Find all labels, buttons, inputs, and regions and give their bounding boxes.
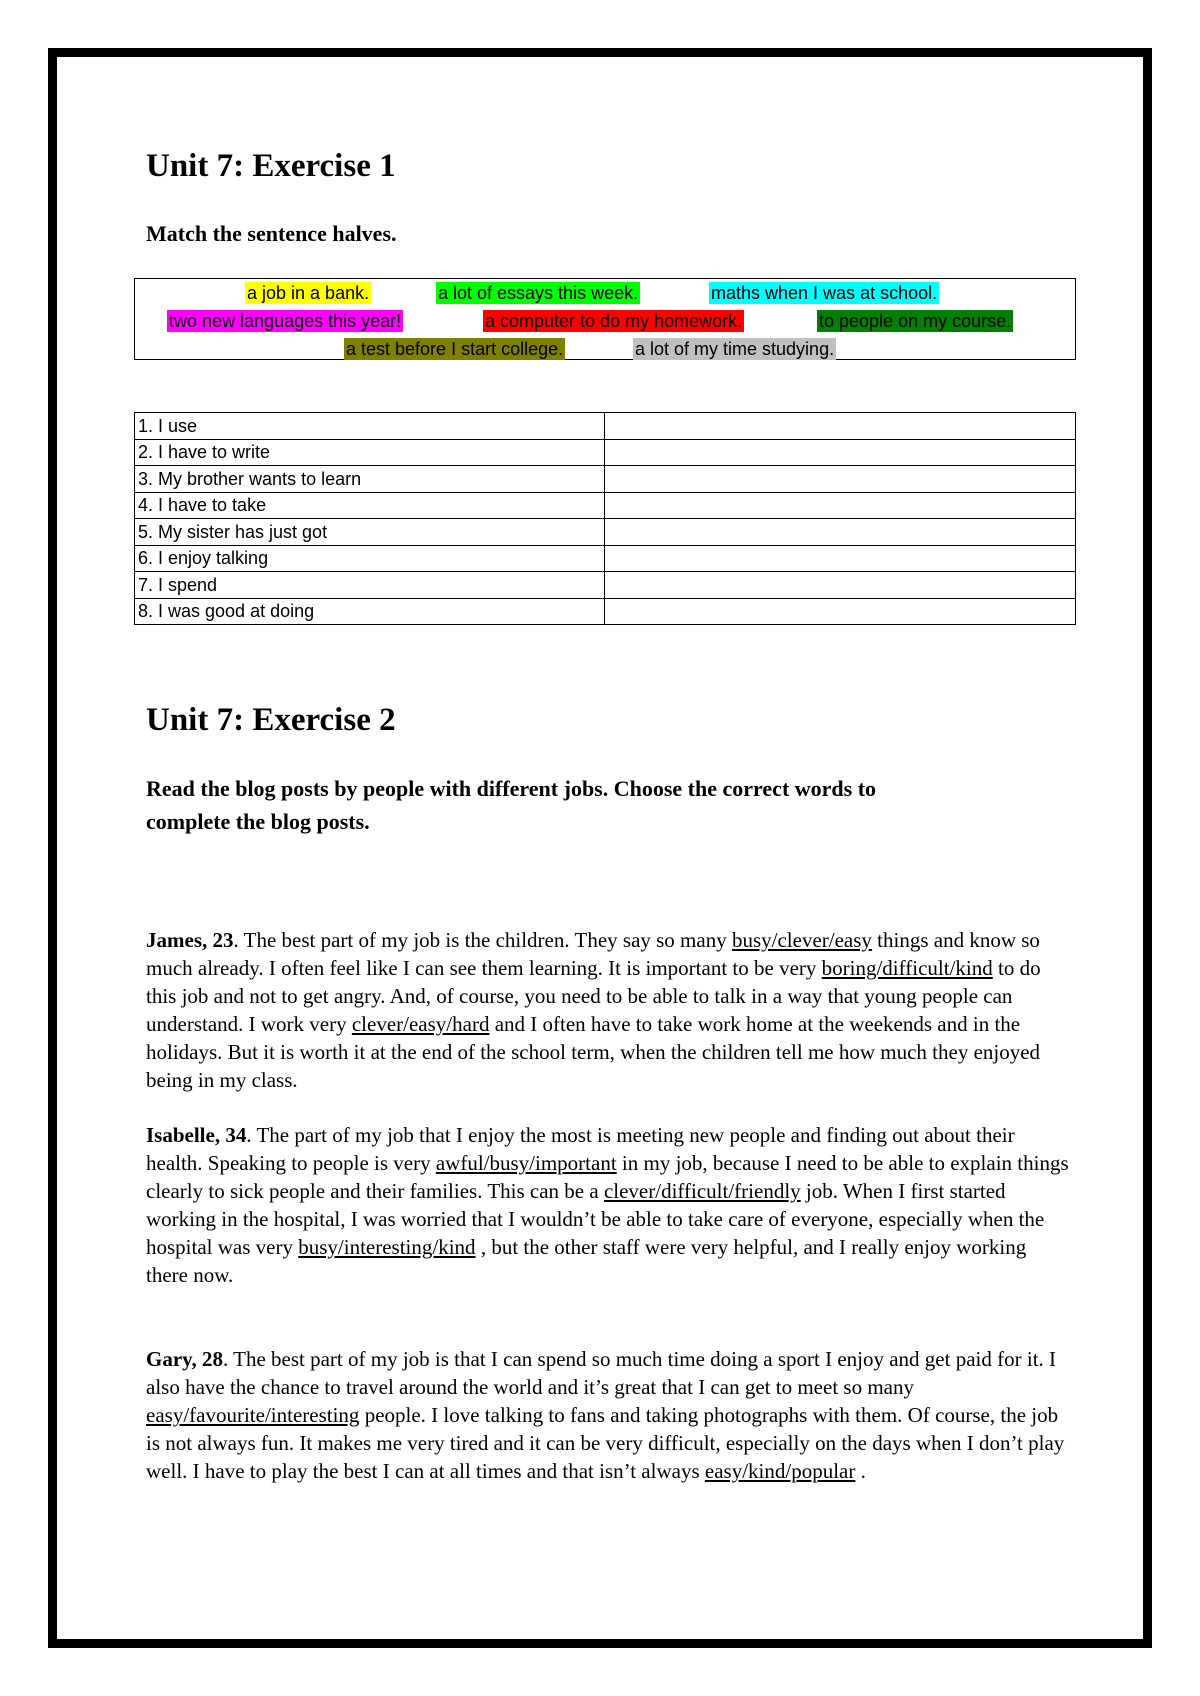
sentence-start-cell: 8. I was good at doing <box>135 598 605 625</box>
blog-text: . <box>855 1459 866 1483</box>
sentence-start-cell: 4. I have to take <box>135 492 605 519</box>
word-bank-chip: to people on my course. <box>819 311 1012 331</box>
exercise1-title: Unit 7: Exercise 1 <box>146 148 396 184</box>
word-bank <box>134 278 1076 360</box>
table-row <box>135 519 1076 546</box>
blog-text: . The best part of my job is the children. They say so many <box>233 928 732 952</box>
word-bank-chip: a computer to do my homework. <box>485 311 743 331</box>
word-choice-options[interactable]: easy/kind/popular <box>704 1459 856 1483</box>
blog-author: James, 23 <box>146 928 234 952</box>
blog-text: in my job, because I need to be able to explain things clearly to sick people and their families. This can be a <box>146 1151 1069 1203</box>
table-row <box>135 466 1076 493</box>
table-row <box>135 598 1076 625</box>
blog-text: to do this job and not to get angry. And, of course, you need to be able to talk in a way that young people can understand. I work very <box>146 956 1041 1036</box>
answer-cell[interactable] <box>605 439 1076 466</box>
blog-text: job. When I first started working in the hospital, I was worried that I wouldn’t be able to take care of everyone, especially when the hospital was very <box>146 1179 1045 1259</box>
word-bank-chip: a test before I start college. <box>346 339 564 359</box>
answer-cell[interactable] <box>605 519 1076 546</box>
blog-post-isabelle <box>146 1121 1072 1289</box>
answer-cell[interactable] <box>605 572 1076 599</box>
blog-author: Gary, 28 <box>146 1347 223 1371</box>
sentence-start-cell: 5. My sister has just got <box>135 519 605 546</box>
sentence-start-cell: 3. My brother wants to learn <box>135 466 605 493</box>
word-choice-options[interactable]: clever/difficult/friendly <box>603 1179 801 1203</box>
blog-post-james <box>146 926 1072 1094</box>
blog-text: . The part of my job that I enjoy the most is meeting new people and finding out about their health. Speaking to people is very <box>146 1123 1015 1175</box>
exercise1-instruction: Match the sentence halves. <box>146 221 397 246</box>
sentence-start-cell: 6. I enjoy talking <box>135 545 605 572</box>
table-row <box>135 492 1076 519</box>
word-choice-options[interactable]: busy/clever/easy <box>731 928 872 952</box>
word-bank-chip: a lot of my time studying. <box>635 339 835 359</box>
table-row <box>135 572 1076 599</box>
blog-text: , but the other staff were very helpful, and I really enjoy working there now. <box>146 1235 1027 1287</box>
exercise2-instruction-line2: complete the blog posts. <box>146 809 370 834</box>
answer-cell[interactable] <box>605 492 1076 519</box>
matching-table <box>134 412 1076 625</box>
word-bank-chip: maths when I was at school. <box>711 283 938 303</box>
answer-cell[interactable] <box>605 545 1076 572</box>
answer-cell[interactable] <box>605 598 1076 625</box>
blog-text: things and know so much already. I often feel like I can see them learning. It is important to be very <box>146 928 1040 980</box>
word-choice-options[interactable]: awful/busy/important <box>435 1151 617 1175</box>
word-choice-options[interactable]: easy/favourite/interesting <box>146 1403 360 1427</box>
sentence-start-cell: 7. I spend <box>135 572 605 599</box>
blog-text: people. I love talking to fans and taking photographs with them. Of course, the job is not always fun. It makes me very tired and it can be very difficult, especially on the days when I don’t play well. I have to play the best I can at all times and that isn’t always <box>146 1403 1065 1483</box>
exercise2-instruction <box>146 772 1076 838</box>
word-bank-chip: two new languages this year! <box>169 311 402 331</box>
table-row <box>135 545 1076 572</box>
sentence-start-cell: 2. I have to write <box>135 439 605 466</box>
word-choice-options[interactable]: clever/easy/hard <box>351 1012 490 1036</box>
exercise2-title: Unit 7: Exercise 2 <box>146 702 396 738</box>
answer-cell[interactable] <box>605 466 1076 493</box>
word-choice-options[interactable]: busy/interesting/kind <box>298 1235 476 1259</box>
sentence-start-cell: 1. I use <box>135 413 605 440</box>
answer-cell[interactable] <box>605 413 1076 440</box>
table-row <box>135 413 1076 440</box>
word-choice-options[interactable]: boring/difficult/kind <box>821 956 993 980</box>
blog-author: Isabelle, 34 <box>146 1123 247 1147</box>
table-row <box>135 439 1076 466</box>
blog-text: . The best part of my job is that I can spend so much time doing a sport I enjoy and get paid for it. I also have the chance to travel around the world and it’s great that I can get to meet so many <box>146 1347 1057 1399</box>
blog-text: and I often have to take work home at the weekends and in the holidays. But it is worth it at the end of the school term, when the children tell me how much they enjoyed being in my class. <box>146 1012 1041 1092</box>
word-bank-chip: a job in a bank. <box>247 283 370 303</box>
blog-post-gary <box>146 1345 1072 1485</box>
exercise2-instruction-line1: Read the blog posts by people with different jobs. Choose the correct words to <box>146 776 877 801</box>
word-bank-chip: a lot of essays this week. <box>438 283 639 303</box>
